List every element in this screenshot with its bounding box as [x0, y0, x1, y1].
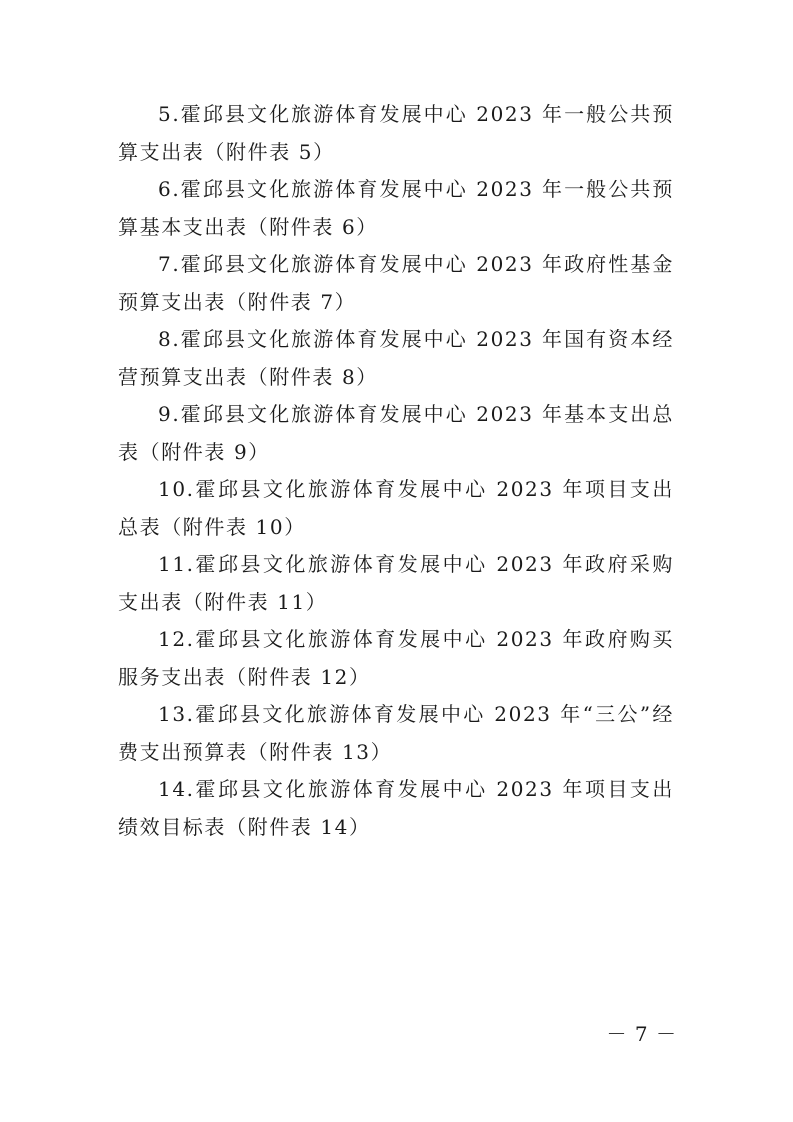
- list-item: 11.霍邱县文化旅游体育发展中心 2023 年政府采购支出表（附件表 11）: [118, 552, 674, 614]
- attachment-list: [118, 96, 674, 846]
- list-item: 6.霍邱县文化旅游体育发展中心 2023 年一般公共预算基本支出表（附件表 6）: [118, 177, 674, 239]
- list-item: 14.霍邱县文化旅游体育发展中心 2023 年项目支出绩效目标表（附件表 14）: [118, 777, 674, 839]
- list-item: 5.霍邱县文化旅游体育发展中心 2023 年一般公共预算支出表（附件表 5）: [118, 102, 674, 164]
- list-item: 8.霍邱县文化旅游体育发展中心 2023 年国有资本经营预算支出表（附件表 8）: [118, 327, 674, 389]
- page-number: － 7 －: [606, 1022, 677, 1046]
- list-item: 13.霍邱县文化旅游体育发展中心 2023 年“三公”经费支出预算表（附件表 13）: [118, 702, 674, 764]
- list-item: 12.霍邱县文化旅游体育发展中心 2023 年政府购买服务支出表（附件表 12）: [118, 627, 674, 689]
- list-item: 10.霍邱县文化旅游体育发展中心 2023 年项目支出总表（附件表 10）: [118, 477, 674, 539]
- list-item: 9.霍邱县文化旅游体育发展中心 2023 年基本支出总表（附件表 9）: [118, 402, 674, 464]
- list-item: 7.霍邱县文化旅游体育发展中心 2023 年政府性基金预算支出表（附件表 7）: [118, 252, 674, 314]
